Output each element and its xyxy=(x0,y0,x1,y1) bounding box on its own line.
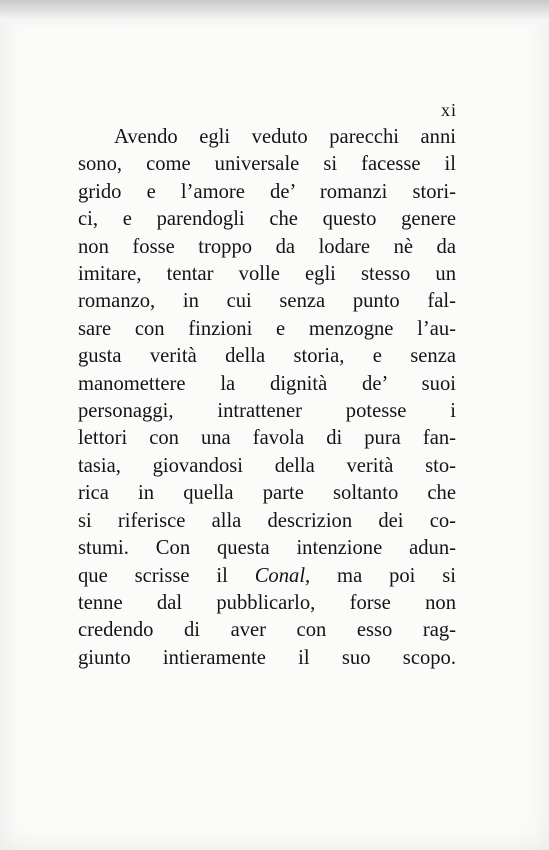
text-line-with-title xyxy=(78,563,456,590)
text-line: lettori con una favola di pura fan- xyxy=(78,427,456,450)
text-line: credendo di aver con esso rag- xyxy=(78,619,456,642)
text-line: romanzo, in cui senza punto fal- xyxy=(78,290,456,313)
text-line: manomettere la dignità de’ suoi xyxy=(78,372,456,395)
text-line: Avendo egli veduto parecchi anni xyxy=(114,126,456,148)
text-line: rica in quella parte soltanto che xyxy=(78,482,456,505)
text-line: personaggi, intrattener potesse i xyxy=(78,400,456,423)
text-line: sono, come universale si facesse il xyxy=(78,153,456,176)
text-line: non fosse troppo da lodare nè da xyxy=(78,235,456,258)
text-line: sare con finzioni e menzogne l’au- xyxy=(78,317,456,340)
text-fragment: , ma poi si xyxy=(305,564,456,587)
text-line: tenne dal pubblicarlo, forse non xyxy=(78,591,456,614)
text-line: giunto intieramente il suo scopo. xyxy=(78,646,456,669)
text-line: tasia, giovandosi della verità sto- xyxy=(78,454,456,477)
page-edge-shadow xyxy=(0,0,549,28)
text-fragment: que scrisse il xyxy=(78,564,228,587)
text-line: stumi. Con questa intenzione adun- xyxy=(78,537,456,560)
italic-title: Conal xyxy=(254,564,306,587)
text-line: grido e l’amore de’ romanzi stori- xyxy=(78,180,456,203)
text-line: ci, e parendogli che questo genere xyxy=(78,208,456,231)
body-text xyxy=(78,124,456,672)
page-number: xi xyxy=(440,100,457,120)
text-line: si riferisce alla descrizion dei co- xyxy=(78,509,456,532)
text-line: imitare, tentar volle egli stesso un xyxy=(78,263,456,286)
text-line: gusta verità della storia, e senza xyxy=(78,345,456,368)
